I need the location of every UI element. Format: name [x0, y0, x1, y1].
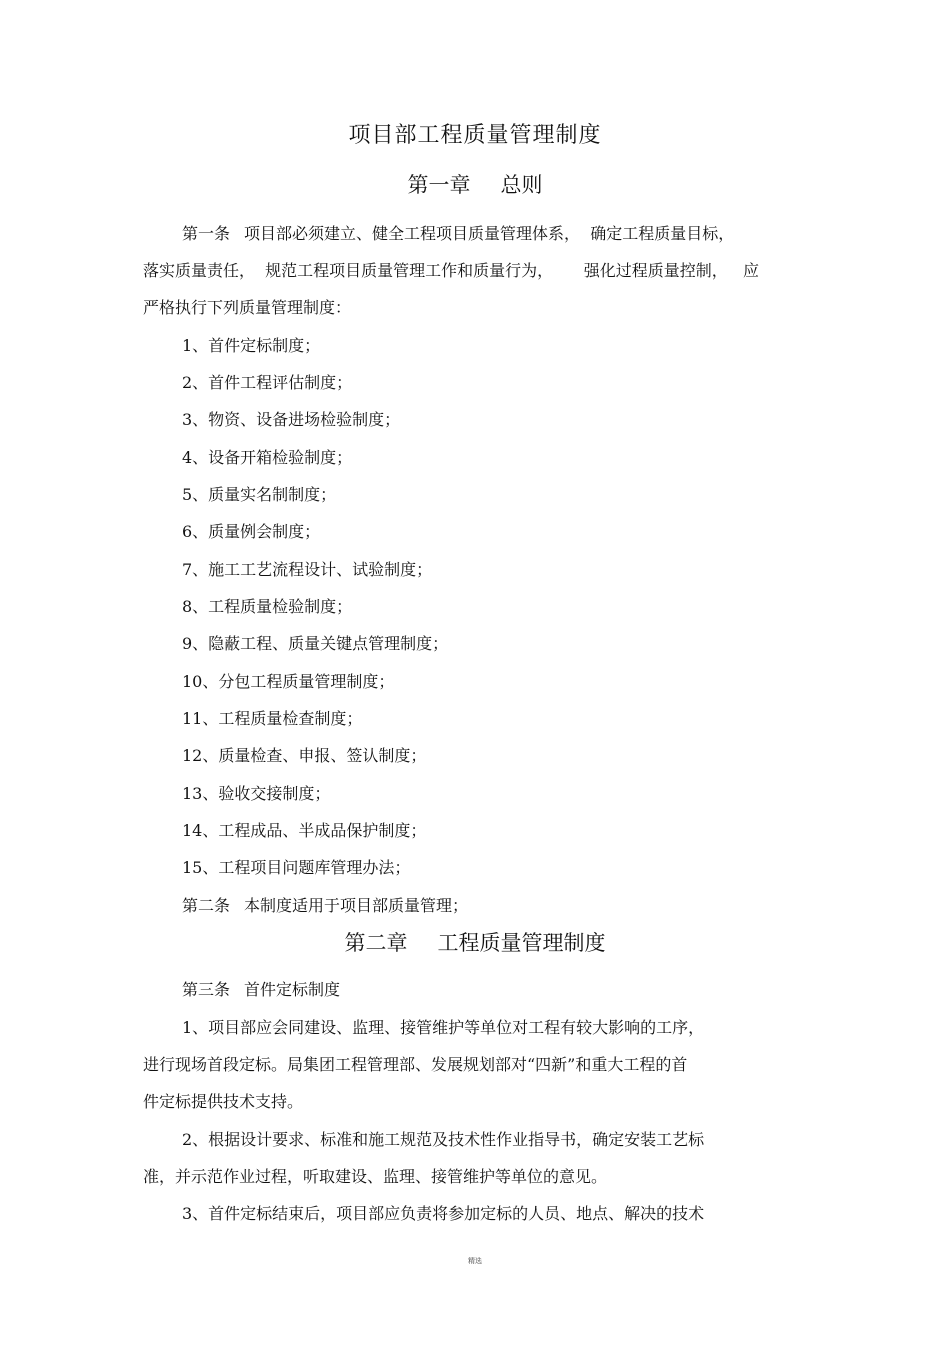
article-2-text: 本制度适用于项目部质量管理； — [244, 896, 469, 915]
list-item: 8、工程质量检验制度； — [182, 597, 353, 616]
article-3 — [182, 980, 340, 1000]
paragraph-2-line-1: 2、根据设计要求、标准和施工规范及技术性作业指导书，确定安装工艺标 — [182, 1130, 705, 1149]
list-item: 15、工程项目问题库管理办法； — [182, 858, 411, 877]
chapter-1-name: 总则 — [500, 173, 543, 197]
chapter-2-name: 工程质量管理制度 — [437, 931, 606, 955]
paragraph-3-line-1: 3、首件定标结束后，项目部应负责将参加定标的人员、地点、解决的技术 — [182, 1204, 705, 1223]
paragraph-1-line-1: 1、项目部应会同建设、监理、接管维护等单位对工程有较大影响的工序， — [182, 1018, 705, 1037]
list-item: 2、首件工程评估制度； — [182, 373, 353, 392]
list-item: 14、工程成品、半成品保护制度； — [182, 821, 427, 840]
chapter-2-number: 第二章 — [344, 931, 408, 955]
list-item: 6、质量例会制度； — [182, 522, 321, 541]
paragraph-1-line-2: 进行现场首段定标。局集团工程管理部、发展规划部对“四新”和重大工程的首 — [143, 1055, 688, 1074]
list-item: 9、隐蔽工程、质量关键点管理制度； — [182, 634, 449, 653]
article-2 — [182, 896, 468, 916]
article-3-label: 第三条 — [182, 980, 231, 999]
paragraph-1-line-3: 件定标提供技术支持。 — [143, 1092, 304, 1111]
chapter-1-heading — [0, 169, 950, 199]
article-3-text: 首件定标制度 — [244, 980, 341, 999]
article-1-text-1: 项目部必须建立、健全工程项目质量管理体系， 确定工程质量目标， — [244, 224, 735, 243]
chapter-1-number: 第一章 — [407, 173, 471, 197]
chapter-2-heading — [0, 927, 950, 957]
list-item: 12、质量检查、申报、签认制度； — [182, 746, 427, 765]
article-1-line-2: 落实质量责任， 规范工程项目质量管理工作和质量行为， 强化过程质量控制， 应 — [143, 261, 759, 280]
list-item: 4、设备开箱检验制度； — [182, 448, 353, 467]
article-1-line-3: 严格执行下列质量管理制度： — [143, 298, 352, 317]
article-1-label: 第一条 — [182, 224, 231, 243]
list-item: 11、工程质量检查制度； — [182, 709, 363, 728]
article-2-label: 第二条 — [182, 896, 231, 915]
list-item: 3、物资、设备进场检验制度； — [182, 410, 401, 429]
list-item: 5、质量实名制制度； — [182, 485, 337, 504]
document-title: 项目部工程质量管理制度 — [348, 123, 602, 148]
article-1-line-1 — [182, 224, 734, 244]
list-item: 10、分包工程质量管理制度； — [182, 672, 395, 691]
page-footer: 精选 — [468, 1257, 482, 1265]
list-item: 13、验收交接制度； — [182, 784, 331, 803]
list-item: 1、首件定标制度； — [182, 336, 321, 355]
list-item: 7、施工工艺流程设计、试验制度； — [182, 560, 433, 579]
paragraph-2-line-2: 准，并示范作业过程，听取建设、监理、接管维护等单位的意见。 — [143, 1167, 608, 1186]
